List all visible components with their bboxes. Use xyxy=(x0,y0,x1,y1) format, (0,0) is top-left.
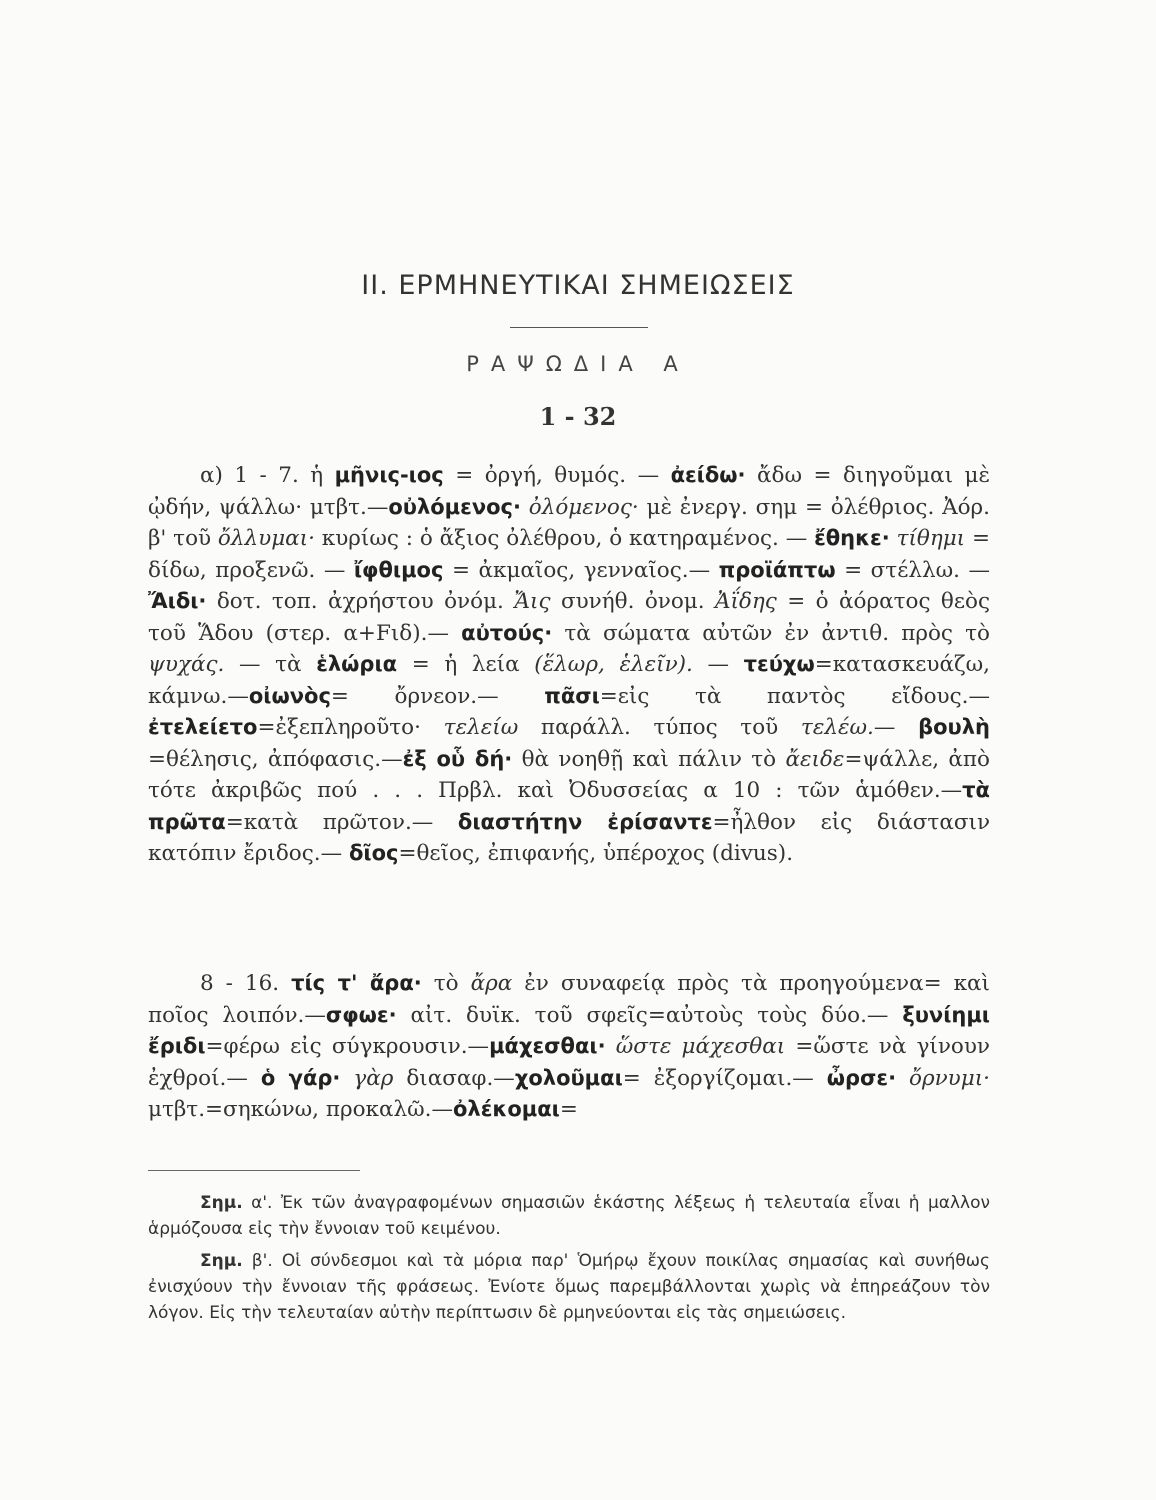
footnotes xyxy=(148,1190,990,1332)
italic-term: ὀλόμενος· xyxy=(528,494,639,520)
section-title: ΡΑΨΩΔΙΑ Α xyxy=(466,352,690,376)
headword: διαστήτην ἐρίσαντε xyxy=(457,809,713,834)
headword: ὀλέκομαι xyxy=(453,1097,560,1121)
italic-term: Ἀΐδης xyxy=(715,589,777,614)
headword: ἴφθιμος xyxy=(353,557,444,582)
headword: ἔθηκε· xyxy=(814,526,890,550)
italic-term: ἄειδε xyxy=(785,746,845,772)
headword: μῆνις-ιος xyxy=(334,463,444,487)
headword: ἑλώρια xyxy=(316,652,398,676)
headword: προϊάπτω xyxy=(718,557,836,582)
headword: ἀείδω· xyxy=(670,463,746,487)
italic-term: ψυχάς. xyxy=(148,652,225,677)
headword: χολοῦμαι xyxy=(514,1065,623,1090)
italic-term: Ἄις xyxy=(514,589,551,614)
footnote-text: α'. Ἐκ τῶν ἀναγραφομένων σημασιῶν ἑκάστης λέξεως ἡ τελευταία εἶναι ἡ μαλλον ἁρμόζουσα εἰς τὴν ἔννοιαν τοῦ κειμένου. xyxy=(148,1193,990,1239)
headword: μάχεσθαι· xyxy=(489,1034,606,1058)
footnote-text: β'. Οἱ σύνδεσμοι καὶ τὰ μόρια παρ' Ὁμήρῳ ἔχουν ποικίλας σημασίας καὶ συνήθως ἐνισχύουν τὴν ἔννοιαν τῆς φράσεως. Ἐνίοτε ὅμως παρεμβάλλονται χωρὶς νὰ ἐπηρεάζουν τὸν λόγον. Εἰς τὴν τελευταίαν αὐτὴν περίπτωσιν δὲ ρμηνεύονται εἰς τὰς σημειώσεις. xyxy=(148,1251,990,1323)
italic-term: τίθημι xyxy=(896,526,966,551)
headword: δῖος xyxy=(348,841,399,865)
italic-term: ὥστε μάχεσθαι xyxy=(615,1034,786,1059)
headword: ἐτελείετο xyxy=(148,715,258,739)
italic-term: ὄρνυμι· xyxy=(909,1065,990,1091)
headword: τεύχω xyxy=(743,652,815,676)
headword: σφωε· xyxy=(325,1002,397,1027)
headword: ξυνίημι ἔριδι xyxy=(148,1002,990,1058)
italic-term: ὄλλυμαι· xyxy=(217,526,315,551)
italic-term: (ἕλωρ, ἑλεῖν). xyxy=(534,652,693,677)
italic-term: ἄρα xyxy=(470,971,513,996)
commentary-paragraph: α) 1 - 7. ἡ μῆνις-ιος = ὀργή, θυμός. — ἀείδω· ἄδω = διηγοῦμαι μὲ ᾠδήν, ψάλλω· μτβτ.—οὐλόμενος· ὀλόμενος· μὲ ἐνεργ. σημ = ὀλέθριος. Ἀόρ. β' τοῦ ὄλλυμαι· κυρίως : ὁ ἄξιος ὀλέθρου, ὁ κατηραμένος. — ἔθηκε· τίθημι = δίδω, προξενῶ. — ἴφθιμος = ἀκμαῖος, γενναῖος.— προϊάπτω = στέλλω. — Ἄιδι· δοτ. τοπ. ἀχρήστου ὀνόμ. Ἄις συνήθ. ὀνομ. Ἀΐδης = ὁ ἀόρατος θεὸς τοῦ Ἅδου (στερ. α+Fιδ).— αὐτούς· τὰ σώματα αὐτῶν ἐν ἀντιθ. πρὸς τὸ ψυχάς. — τὰ ἑλώρια = ἡ λεία (ἕλωρ, ἑλεῖν). — τεύχω=κατασκευάζω, κάμνω.—οἰωνὸς= ὄρνεον.— πᾶσι=εἰς τὰ παντὸς εἴδους.—ἐτελείετο=ἐξεπληροῦτο· τελείω παράλλ. τύπος τοῦ τελέω.— βουλὴ =θέλησις, ἀπόφασις.—ἐξ οὗ δή· θὰ νοηθῇ καὶ πάλιν τὸ ἄειδε=ψάλλε, ἀπὸ τότε ἀκριβῶς πού . . . Πρβλ. καὶ Ὀδυσσείας α 10 : τῶν ἁμόθεν.—τὰ πρῶτα=κατὰ πρῶτον.— διαστήτην ἐρίσαντε=ἦλθον εἰς διάστασιν κατόπιν ἔριδος.— δῖος=θεῖος, ἐπιφανής, ὑπέροχος (divus). xyxy=(148,463,991,866)
verse-range-title: 1 - 32 xyxy=(539,402,617,431)
headword: βουλὴ xyxy=(918,715,990,739)
italic-term: τελείω xyxy=(443,715,519,740)
headword: αὐτούς· xyxy=(461,620,553,645)
headword: τίς τ' ἄρα· xyxy=(291,971,422,995)
commentary-paragraph: 8 - 16. τίς τ' ἄρα· τὸ ἄρα ἐν συναφείᾳ πρὸς τὰ προηγούμενα= καὶ ποῖος λοιπόν.—σφωε· αἰτ. δυϊκ. τοῦ σφεῖς=αὐτοὺς τοὺς δύο.— ξυνίημι ἔριδι=φέρω εἰς σύγκρουσιν.—μάχεσθαι· ὥστε μάχεσθαι =ὥστε νὰ γίνουν ἐχθροί.— ὁ γάρ· γὰρ διασαφ.—χολοῦμαι= ἐξοργίζομαι.— ὦρσε· ὄρνυμι· μτβτ.=σηκώνω, προκαλῶ.—ὀλέκομαι= xyxy=(148,971,990,1122)
footnote-label: Σημ. xyxy=(200,1251,243,1271)
chapter-title: ΙΙ. ΕΡΜΗΝΕΥΤΙΚΑΙ ΣΗΜΕΙΩΣΕΙΣ xyxy=(361,270,795,301)
headword: πᾶσι xyxy=(544,683,600,708)
headword: ὦρσε· xyxy=(826,1065,897,1090)
footnote-label: Σημ. xyxy=(200,1193,243,1213)
footnote-divider xyxy=(148,1170,360,1171)
headword: Ἄιδι· xyxy=(148,589,207,613)
headword: οὐλόμενος· xyxy=(388,494,521,519)
footnote xyxy=(148,1190,990,1242)
footnote xyxy=(148,1248,990,1326)
headword: ἐξ οὗ δή· xyxy=(402,746,513,771)
title-divider xyxy=(510,327,648,328)
headword: οἰωνὸς xyxy=(248,683,331,708)
headword: ὁ γάρ· xyxy=(260,1065,341,1090)
italic-term: τελέω. xyxy=(800,715,874,740)
headword: τὰ πρῶτα xyxy=(148,778,990,834)
italic-term: γὰρ xyxy=(353,1065,394,1091)
